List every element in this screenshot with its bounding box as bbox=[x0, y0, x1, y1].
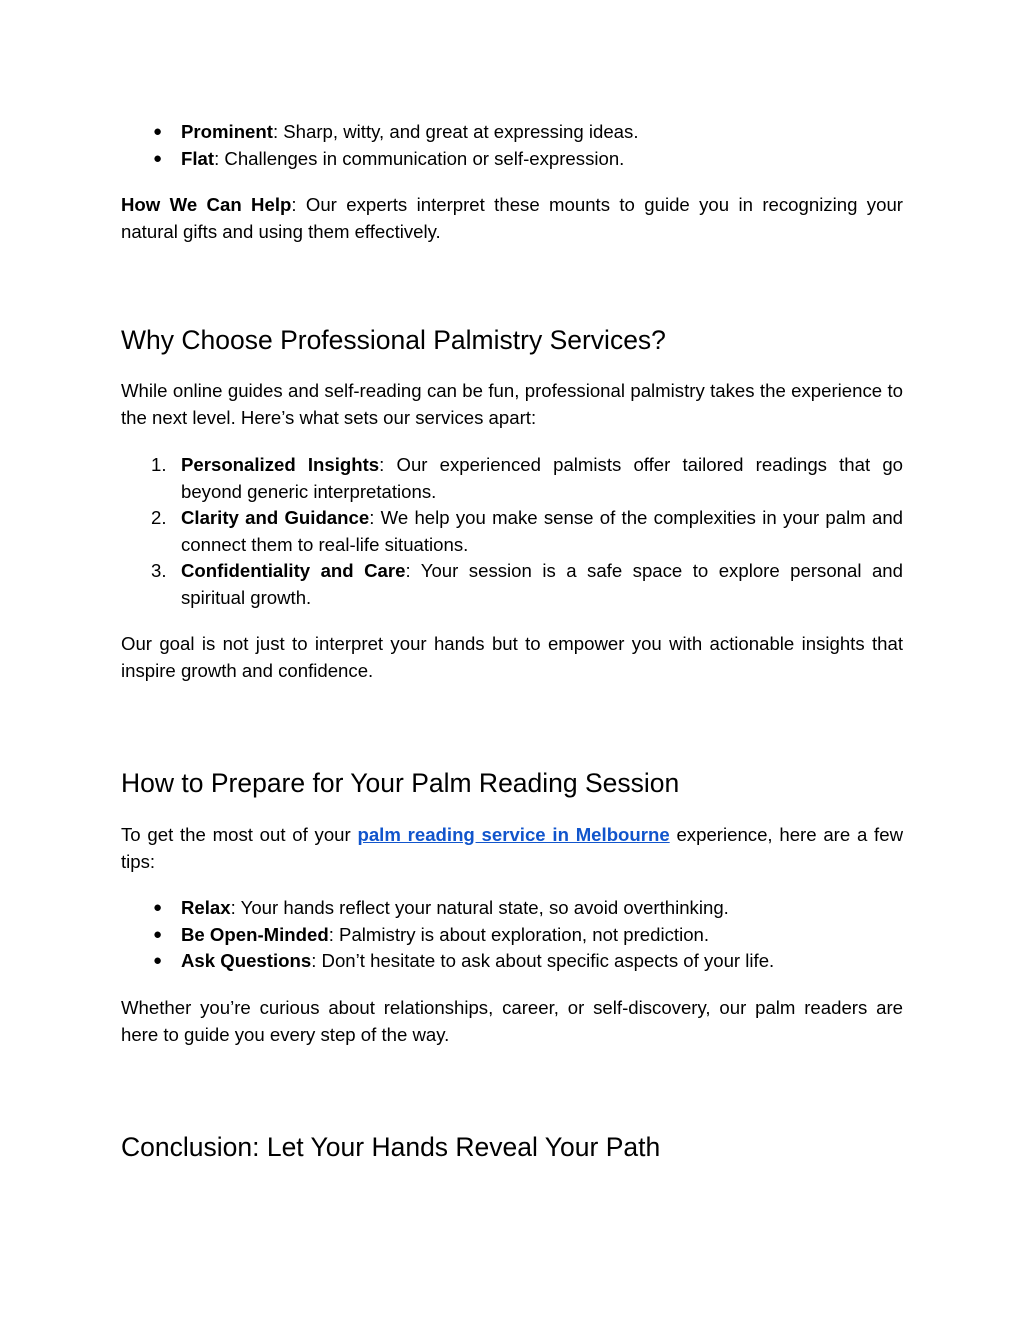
help-term: How We Can Help bbox=[121, 194, 292, 215]
help-paragraph bbox=[121, 192, 903, 245]
section-heading-prepare: How to Prepare for Your Palm Reading Session bbox=[121, 768, 680, 798]
item-text: : Sharp, witty, and great at expressing ideas. bbox=[272, 121, 639, 142]
item-text: : Don’t hesitate to ask about specific aspects of your life. bbox=[311, 950, 775, 972]
item-term: Flat bbox=[181, 147, 215, 169]
item-text: : Palmistry is about exploration, not prediction. bbox=[328, 923, 710, 945]
numbered-list bbox=[121, 452, 903, 612]
list-item bbox=[121, 119, 903, 146]
item-term: Prominent bbox=[181, 121, 273, 142]
palm-reading-melbourne-link[interactable]: palm reading service in Melbourne bbox=[357, 824, 670, 845]
bullet-icon: ● bbox=[153, 899, 163, 916]
item-term: Ask Questions bbox=[181, 950, 312, 972]
item-term: Be Open-Minded bbox=[181, 923, 329, 945]
top-bullet-list bbox=[121, 119, 903, 172]
section2-outro: Whether you’re curious about relationships, career, or self-discovery, our palm readers are here to guide you every step of the way. bbox=[121, 997, 903, 1045]
bullet-icon: ● bbox=[153, 123, 163, 140]
list-item bbox=[121, 948, 903, 975]
help-text: : Our experts interpret these mounts to guide you in recognizing your natural gifts and using them effectively. bbox=[121, 194, 903, 242]
list-item bbox=[121, 146, 903, 173]
item-term: Clarity and Guidance bbox=[181, 507, 370, 529]
list-number: 3. bbox=[151, 560, 167, 582]
section-heading-conclusion: Conclusion: Let Your Hands Reveal Your Path bbox=[121, 1132, 661, 1162]
list-item bbox=[121, 922, 903, 949]
list-item bbox=[121, 505, 903, 558]
section2-intro bbox=[121, 822, 903, 875]
bullet-icon: ● bbox=[153, 952, 163, 970]
item-text: : Your session is a safe space to explore personal and spiritual growth. bbox=[181, 560, 903, 608]
bullet-icon: ● bbox=[153, 149, 163, 167]
list-number: 1. bbox=[151, 454, 167, 475]
list-item bbox=[121, 452, 903, 505]
item-term: Personalized Insights bbox=[181, 454, 380, 475]
item-text: : Our experienced palmists offer tailored readings that go beyond generic interpretations. bbox=[181, 454, 904, 502]
list-number: 2. bbox=[151, 507, 167, 529]
item-text: : Challenges in communication or self-expression. bbox=[214, 147, 625, 169]
list-item bbox=[121, 895, 903, 922]
item-text: : Your hands reflect your natural state, so avoid overthinking. bbox=[230, 897, 729, 918]
section1-outro: Our goal is not just to interpret your hands but to empower you with actionable insights that inspire growth and confidence. bbox=[121, 633, 903, 681]
intro-text-after: experience, here are a few tips: bbox=[121, 824, 903, 872]
item-term: Confidentiality and Care bbox=[181, 560, 406, 582]
section-heading-why-choose: Why Choose Professional Palmistry Services? bbox=[121, 325, 666, 355]
list-item bbox=[121, 558, 903, 611]
item-term: Relax bbox=[181, 897, 231, 918]
section1-intro: While online guides and self-reading can be fun, professional palmistry takes the experience to the next level. Here’s what sets our services apart: bbox=[121, 380, 903, 428]
bullet-icon: ● bbox=[153, 925, 163, 943]
tips-bullet-list bbox=[121, 895, 903, 975]
intro-text-before: To get the most out of your bbox=[121, 824, 358, 845]
item-text: : We help you make sense of the complexities in your palm and connect them to real-life situations. bbox=[181, 507, 904, 555]
